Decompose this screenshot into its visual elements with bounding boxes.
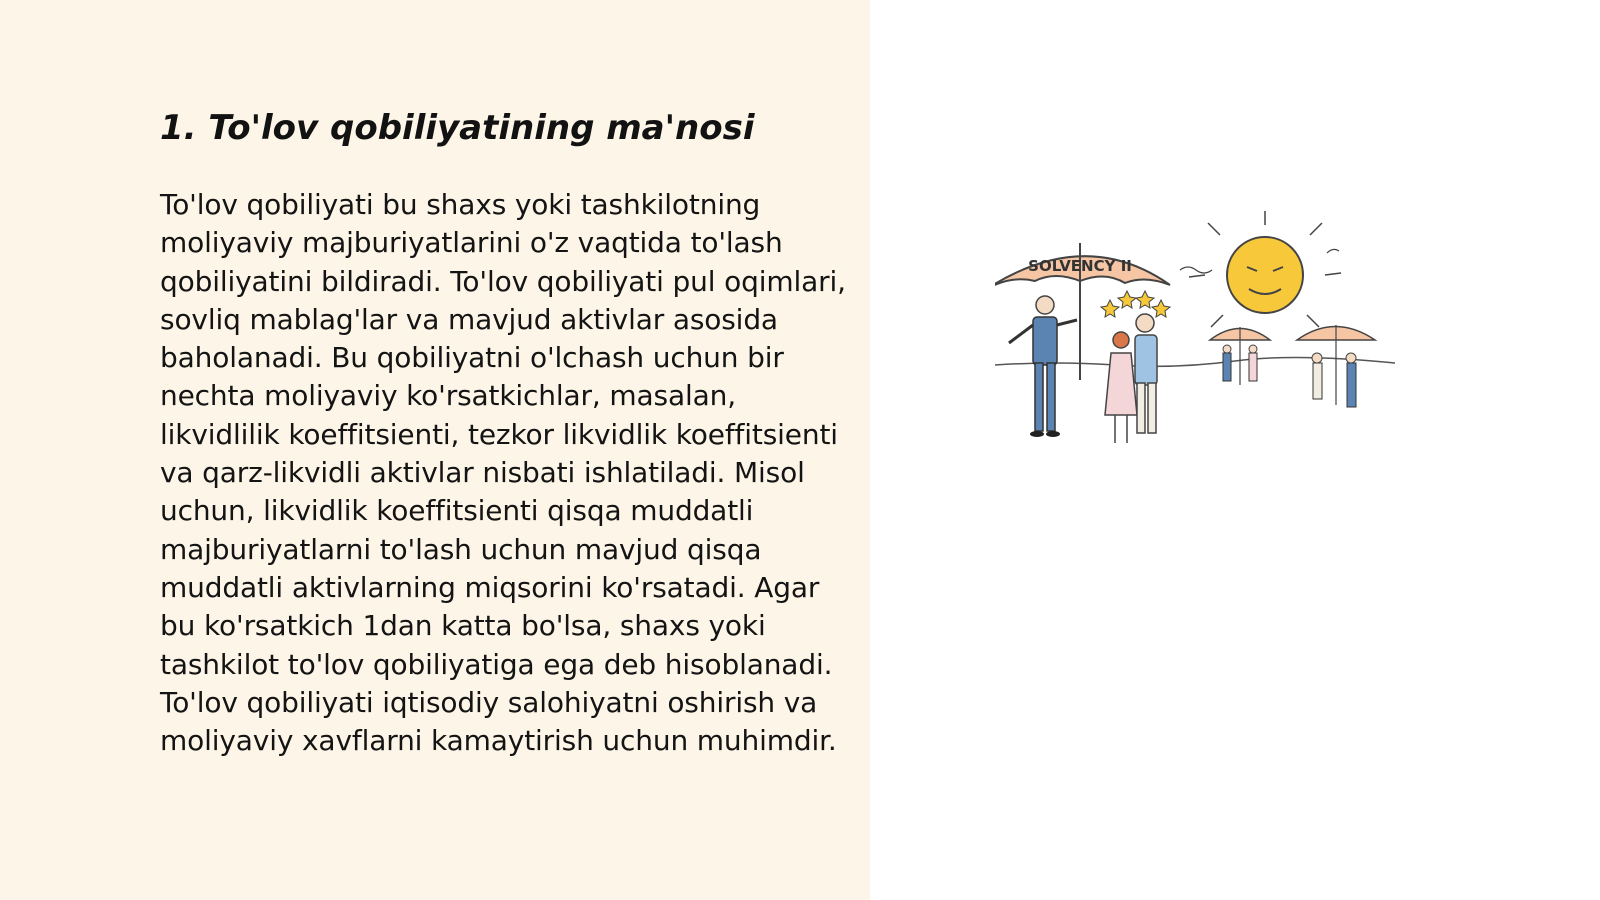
sun-icon <box>1180 211 1341 327</box>
umbrella-label: SOLVENCY II <box>1028 257 1132 275</box>
solvency-illustration <box>995 205 1415 465</box>
small-umbrella-left-icon <box>1210 327 1270 385</box>
small-umbrella-right-icon <box>1297 325 1375 407</box>
stars-decoration <box>1101 291 1170 317</box>
man-in-suit-figure <box>1009 296 1077 437</box>
slide-title: 1. To'lov qobiliyatining ma'nosi <box>160 108 755 148</box>
couple-figure <box>1105 314 1157 443</box>
slide-body-text: To'lov qobiliyati bu shaxs yoki tashkilotning moliyaviy majburiyatlarini o'z vaqtida to'lash qobiliyatini bildiradi. To'lov qobiliyati pul oqimlari, sovliq mablag'lar va mavjud aktivlar asosida baholanadi. Bu qobiliyatni o'lchash uchun bir nechta moliyaviy ko'rsatkichlar, masalan, likvidlilik koeffitsienti, tezkor likvidlik koeffitsienti va qarz-likvidli aktivlar nisbati ishlatiladi. Misol uchun, likvidlik koeffitsienti qisqa muddatli majburiyatlarni to'lash uchun mavjud qisqa muddatli aktivlarning miqsorini ko'rsatadi. Agar bu ko'rsatkich 1dan katta bo'lsa, shaxs yoki tashkilot to'lov qobiliyatiga ega deb hisoblanadi. To'lov qobiliyati iqtisodiy salohiyatni oshirish va moliyaviy xavflarni kamaytirish uchun muhimdir. <box>160 188 846 758</box>
